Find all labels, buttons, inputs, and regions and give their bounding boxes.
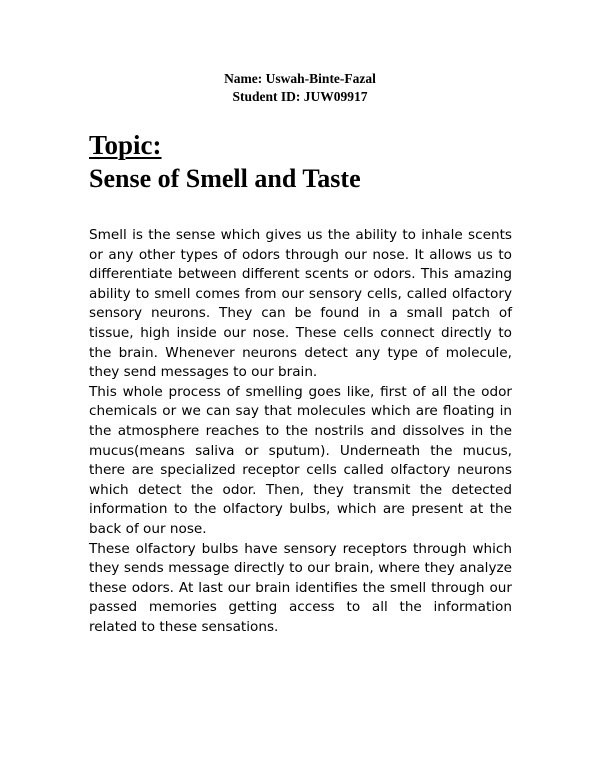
topic-title: Sense of Smell and Taste (89, 164, 361, 193)
body-text (89, 226, 512, 637)
paragraph-olfactory-bulbs: These olfactory bulbs have sensory receptors through which they sends message directly to our brain, where they analyze these odors. At last our brain identifies the smell through our passed memories getting access to all the information related to these sensations. (89, 540, 512, 635)
paragraph-process: This whole process of smelling goes like, first of all the odor chemicals or we can say that molecules which are floating in the atmosphere reaches to the nostrils and dissolves in the mucus(means saliva or sputum). Underneath the mucus, there are specialized receptor cells called olfactory neurons which detect the odor. Then, they transmit the detected information to the olfactory bulbs, which are present at the back of our nose. (89, 383, 512, 537)
student-header (0, 70, 600, 106)
student-name: Name: Uswah-Binte-Fazal (224, 71, 376, 86)
student-id: Student ID: JUW09917 (232, 89, 368, 104)
paragraph-intro: Smell is the sense which gives us the ability to inhale scents or any other types of odors through our nose. It allows us to differentiate between different scents or odors. This amazing ability to smell comes from our sensory cells, called olfactory sensory neurons. They can be found in a small patch of tissue, high inside our nose. These cells connect directly to the brain. Whenever neurons detect any type of molecule, they send messages to our brain. (89, 227, 512, 381)
topic-label: Topic: (89, 130, 162, 160)
